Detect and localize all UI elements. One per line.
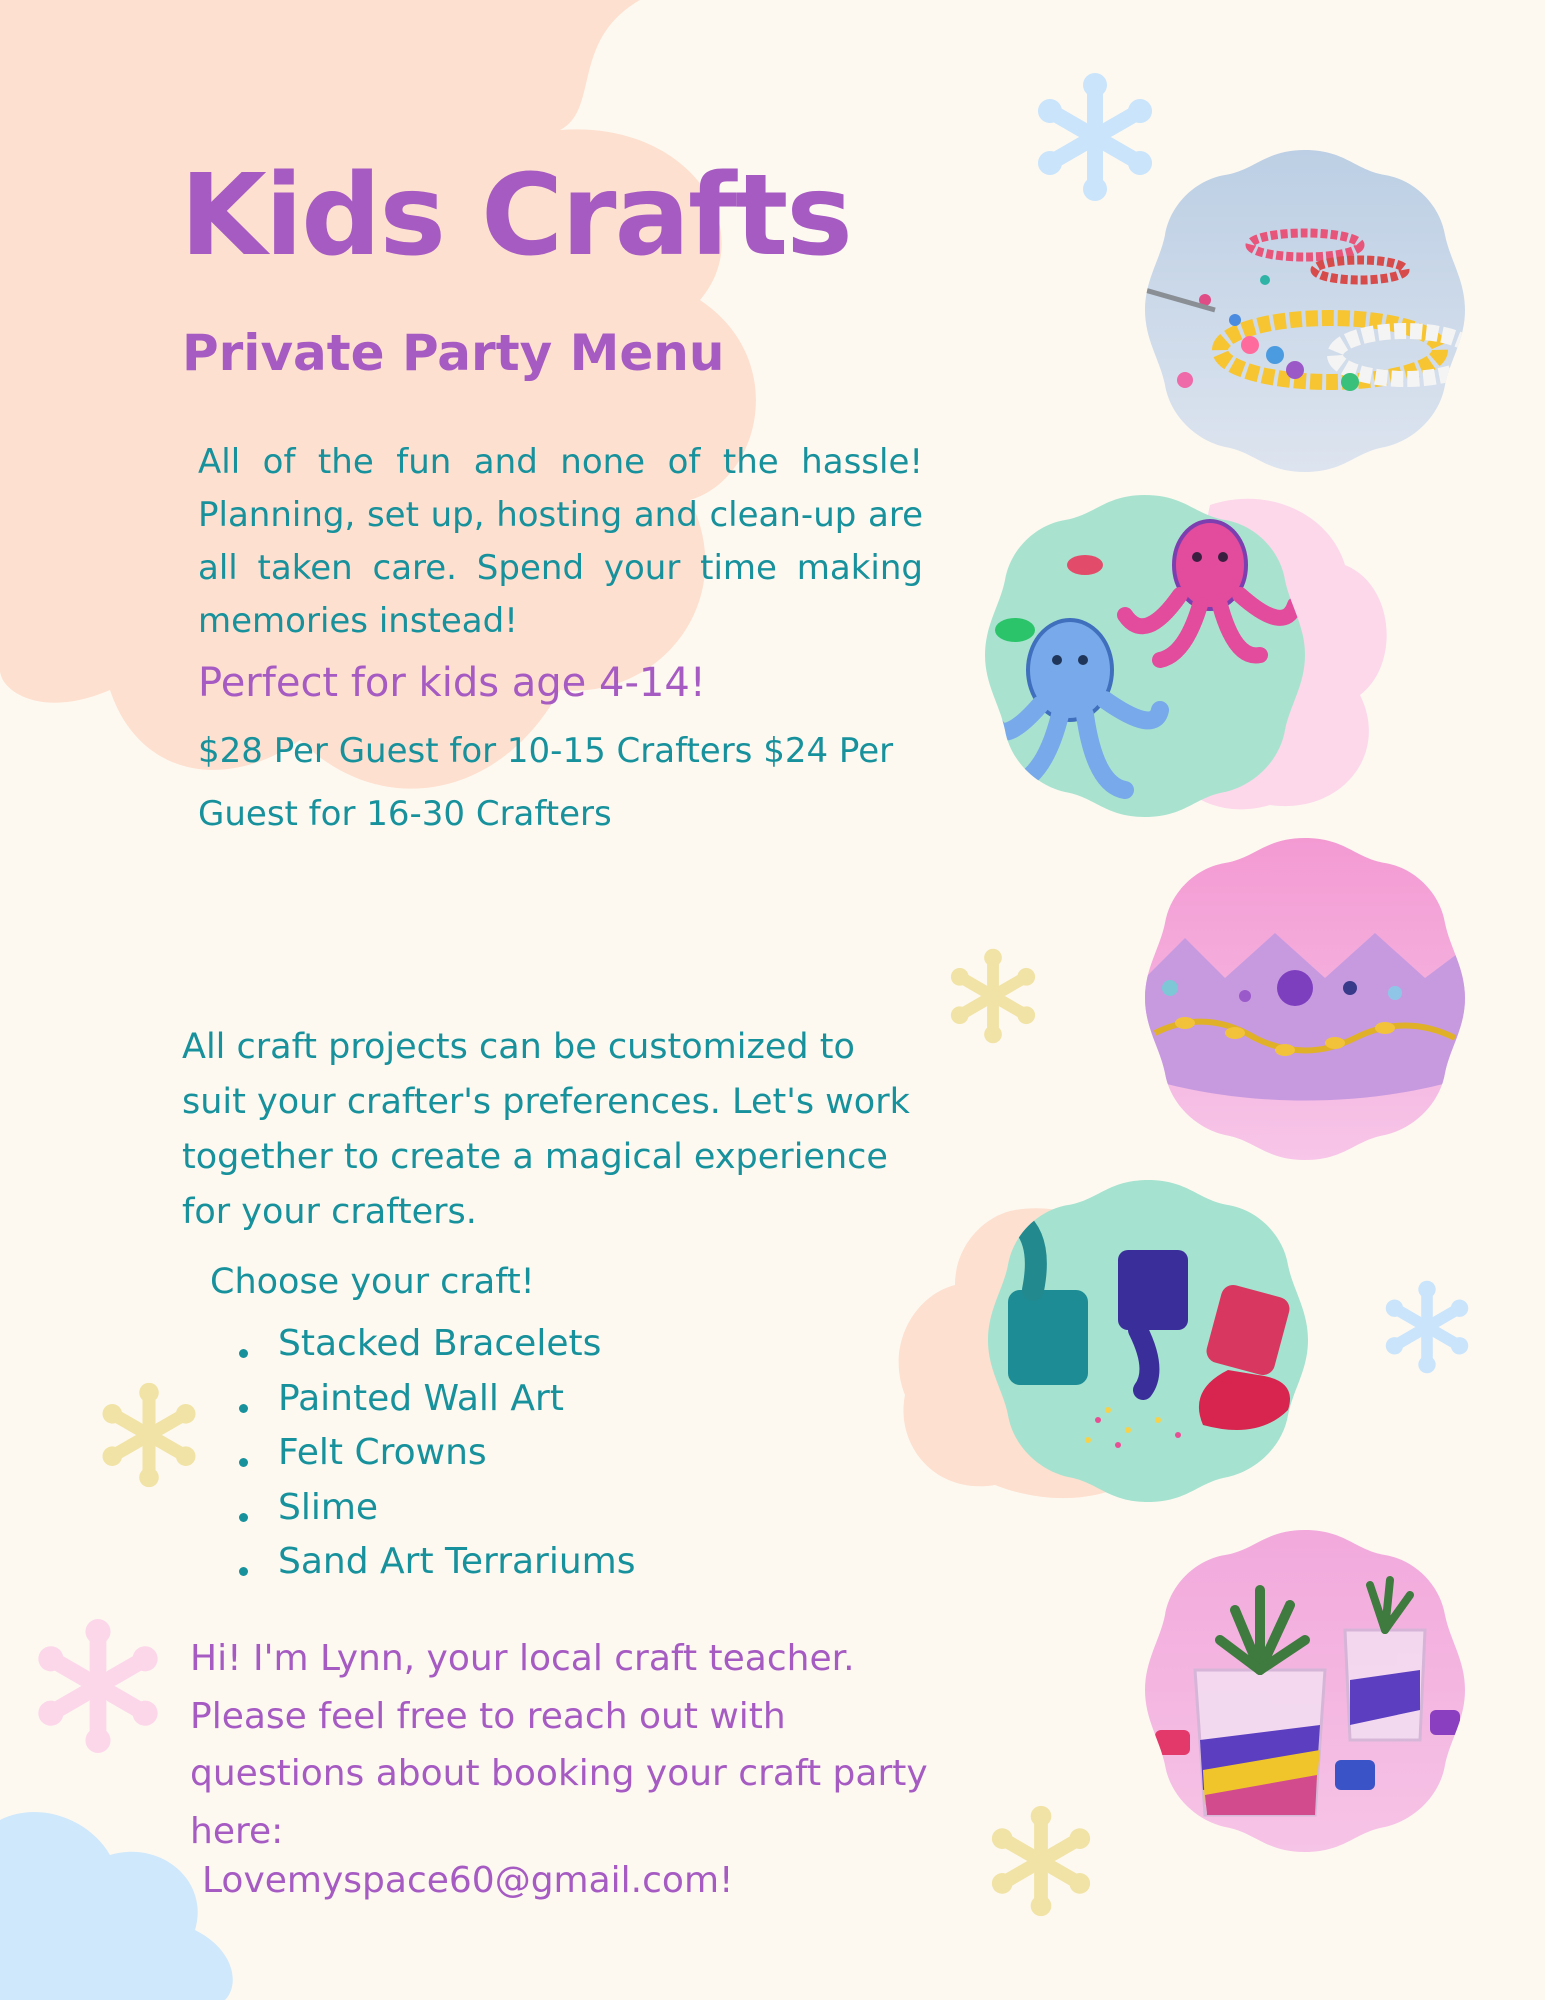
sparkle-icon xyxy=(96,1382,202,1488)
craft-list-heading: Choose your craft! xyxy=(210,1262,535,1302)
sparkle-icon xyxy=(985,1805,1097,1917)
crown-photo xyxy=(1145,838,1465,1160)
page-title: Kids Crafts xyxy=(180,151,851,281)
sparkle-icon xyxy=(30,1618,166,1754)
list-item: Felt Crowns xyxy=(236,1426,636,1481)
craft-list xyxy=(236,1317,636,1590)
sparkle-icon xyxy=(945,948,1041,1044)
list-item: Sand Art Terrariums xyxy=(236,1535,636,1590)
bracelets-photo xyxy=(1145,150,1465,472)
pricing-text: $28 Per Guest for 10-15 Crafters $24 Per Guest for 16-30 Crafters xyxy=(198,731,894,834)
contact-paragraph: Hi! I'm Lynn, your local craft teacher. Please feel free to reach out with questions about booking your craft party here: xyxy=(190,1638,928,1852)
terrarium-photo xyxy=(1145,1530,1465,1852)
list-item: Slime xyxy=(236,1481,636,1536)
list-item: Stacked Bracelets xyxy=(236,1317,636,1372)
customize-paragraph: All craft projects can be customized to suit your crafter's preferences. Let's work together to create a magical experience for your crafters. xyxy=(182,1027,910,1232)
slime-photo xyxy=(988,1180,1308,1502)
contact-email[interactable]: Lovemyspace60@gmail.com! xyxy=(202,1860,734,1901)
sparkle-icon xyxy=(1030,72,1160,202)
age-range-text: Perfect for kids age 4-14! xyxy=(198,660,706,706)
list-item: Painted Wall Art xyxy=(236,1372,636,1427)
intro-paragraph: All of the fun and none of the hassle! Planning, set up, hosting and clean-up are all taken care. Spend your time making memories instead! xyxy=(198,442,923,641)
page-subtitle: Private Party Menu xyxy=(182,324,725,382)
sparkle-icon xyxy=(1380,1280,1474,1374)
octopus-photo xyxy=(985,495,1305,817)
